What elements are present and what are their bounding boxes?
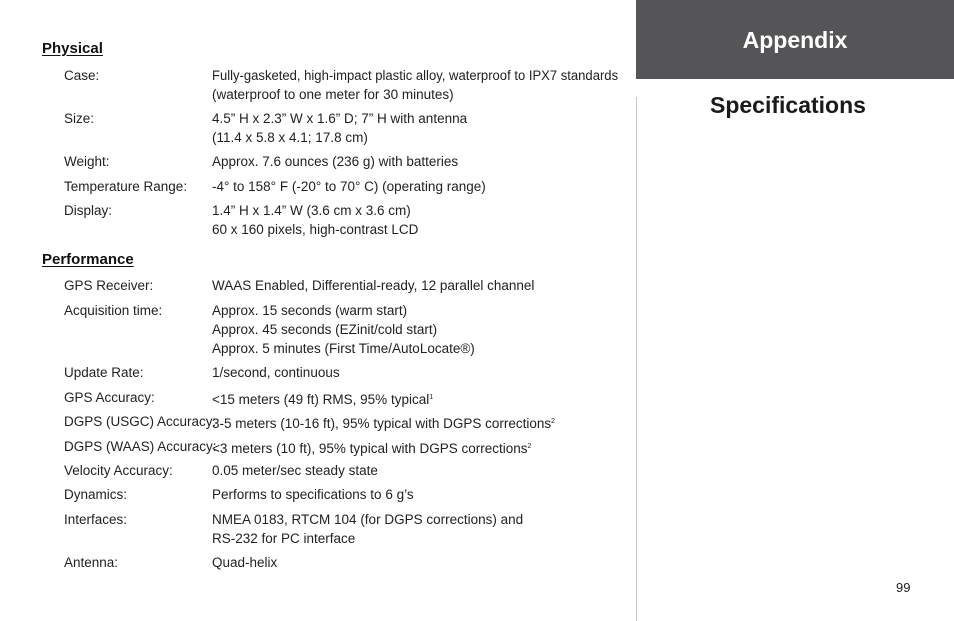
spec-label-interfaces: Interfaces:: [64, 512, 128, 527]
spec-label-acquisition-time: Acquisition time:: [64, 303, 163, 318]
spec-label-gps-accuracy: GPS Accuracy:: [64, 390, 155, 405]
appendix-header-band: [636, 0, 954, 79]
footnote-marker: 2: [551, 418, 556, 425]
spec-value-velocity-accuracy: 0.05 meter/sec steady state: [212, 463, 378, 478]
spec-value-case: Fully-gasketed, high-impact plastic alloy, waterproof to IPX7 standards: [212, 68, 619, 83]
spec-label-update-rate: Update Rate:: [64, 365, 144, 380]
spec-value-update-rate: 1/second, continuous: [212, 365, 340, 380]
footnote-marker: 2: [527, 443, 532, 450]
spec-value-temperature-range: -4° to 158° F (-20° to 70° C) (operating range): [212, 179, 486, 194]
spec-label-gps-receiver: GPS Receiver:: [64, 278, 154, 293]
spec-value-size: 4.5” H x 2.3” W x 1.6” D; 7” H with antenna: [212, 111, 468, 126]
spec-value-text: <3 meters (10 ft), 95% typical with DGPS corrections: [212, 441, 528, 456]
spec-label-dgps-waas-accuracy: DGPS (WAAS) Accuracy:: [64, 439, 217, 454]
spec-label-antenna: Antenna:: [64, 555, 119, 570]
spec-label-weight: Weight:: [64, 154, 110, 169]
section-heading-performance: Performance: [42, 251, 134, 268]
spec-label-dgps-usgc-accuracy: DGPS (USGC) Accuracy:: [64, 414, 217, 429]
page-number: 99: [896, 580, 911, 595]
spec-label-case: Case:: [64, 68, 100, 83]
chapter-title: Specifications: [710, 92, 866, 118]
spec-value-interfaces: NMEA 0183, RTCM 104 (for DGPS corrections) and: [212, 512, 524, 527]
spec-value-text: <15 meters (49 ft) RMS, 95% typical: [212, 392, 430, 407]
spec-value-acquisition-time: Approx. 5 minutes (First Time/AutoLocate®): [212, 341, 475, 356]
spec-value-interfaces: RS-232 for PC interface: [212, 531, 356, 546]
column-divider: [636, 97, 637, 621]
spec-value-gps-accuracy: [212, 388, 433, 409]
section-heading-physical: Physical: [42, 40, 103, 57]
spec-label-dynamics: Dynamics:: [64, 487, 128, 502]
spec-value-acquisition-time: Approx. 15 seconds (warm start): [212, 303, 408, 318]
spec-value-antenna: Quad-helix: [212, 555, 278, 570]
spec-value-display: 1.4” H x 1.4” W (3.6 cm x 3.6 cm): [212, 203, 411, 218]
spec-label-temperature-range: Temperature Range:: [64, 179, 188, 194]
spec-value-gps-receiver: WAAS Enabled, Differential-ready, 12 parallel channel: [212, 278, 535, 293]
spec-value-display: 60 x 160 pixels, high-contrast LCD: [212, 222, 419, 237]
spec-value-acquisition-time: Approx. 45 seconds (EZinit/cold start): [212, 322, 438, 337]
spec-value-text: 3-5 meters (10-16 ft), 95% typical with DGPS corrections: [212, 416, 552, 431]
spec-value-dynamics: Performs to specifications to 6 g’s: [212, 487, 414, 502]
spec-value-dgps-usgc-accuracy: [212, 412, 555, 433]
footnote-marker: 1: [429, 394, 434, 401]
spec-value-weight: Approx. 7.6 ounces (236 g) with batteries: [212, 154, 459, 169]
appendix-title: Appendix: [742, 27, 848, 53]
spec-label-display: Display:: [64, 203, 113, 218]
spec-value-case: (waterproof to one meter for 30 minutes): [212, 87, 454, 102]
spec-value-dgps-waas-accuracy: [212, 437, 531, 458]
spec-value-size: (11.4 x 5.8 x 4.1; 17.8 cm): [212, 130, 368, 145]
spec-label-size: Size:: [64, 111, 95, 126]
spec-label-velocity-accuracy: Velocity Accuracy:: [64, 463, 173, 478]
